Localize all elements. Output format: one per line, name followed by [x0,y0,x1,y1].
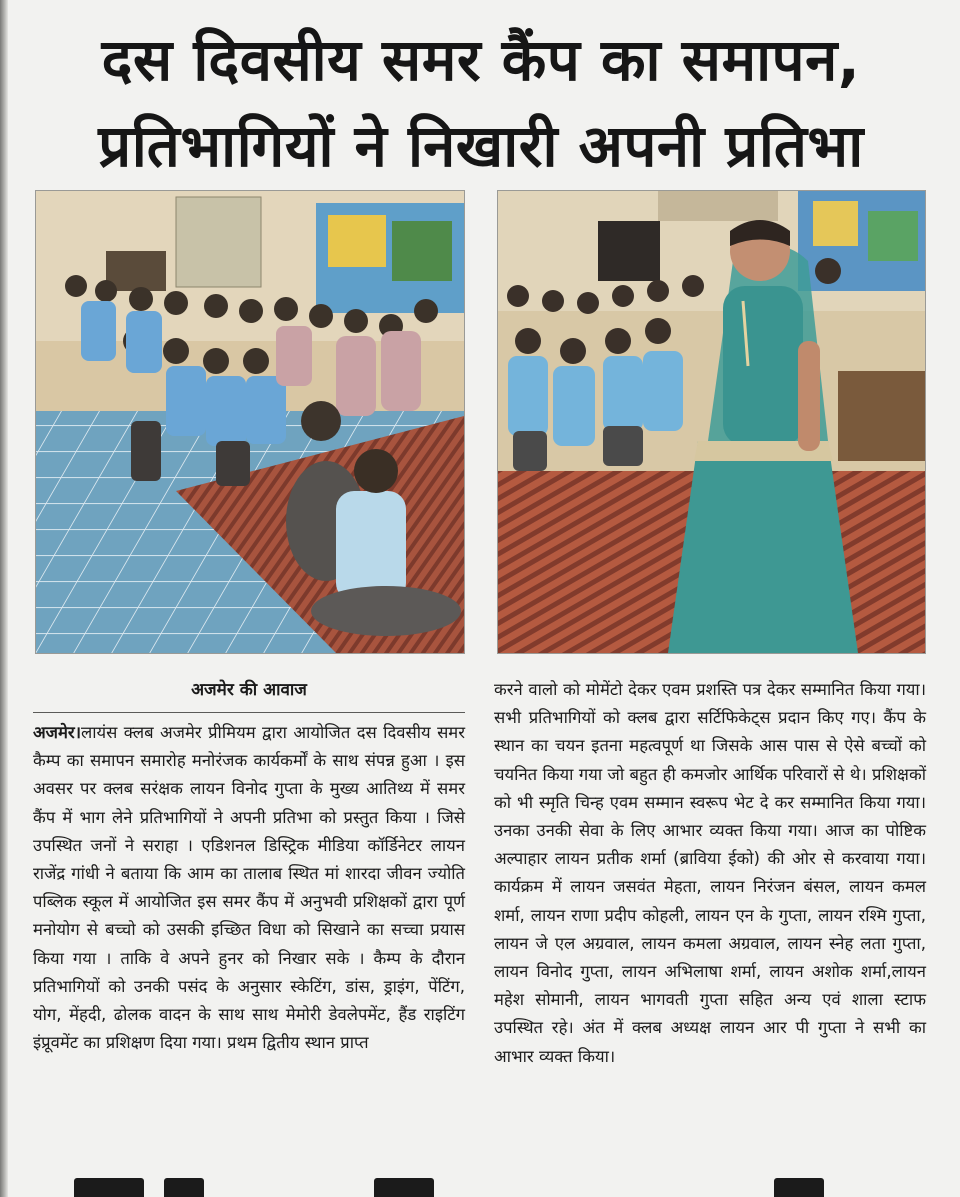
next-headline-fragment [34,1178,924,1197]
byline: अजमेर की आवाज [33,676,465,713]
column-1-text: लायंस क्लब अजमेर प्रीमियम द्वारा आयोजित दस दिवसीय समर कैम्प का समापन समारोह मनोरंजक कार्यकर्मों के साथ संपन्न हुआ । इस अवसर पर क्लब सरंक्षक लायन विनोद गुप्ता के मुख्य आतिथ्य में समर कैंप में भाग लेने प्रतिभागियों ने अपनी प्रतिभा को प्रस्तुत किया । जिसे उपस्थित जनों ने सराहा । एडिशनल डिस्ट्रिक मीडिया कॉर्डिनेटर लायन राजेंद्र गांधी ने बताया कि आम का तालाब स्थित मां शारदा जीवन ज्योति पब्लिक स्कूल में आयोजित इस समर कैंप में अनुभवी प्रशिक्षकों द्वारा पूर्ण मनोयोग से बच्चो को उसकी इच्छित विधा को सिखाने का सच्चा प्रयास किया गया । ताकि वे अपने हुनर को निखार सके । कैम्प के दौरान प्रतिभागियों को उनकी पसंद के अनुसार स्केटिंग, डांस, ड्राइंग, पेंटिंग, योग, मेंहदी, ढोलक वादन के साथ साथ मेमोरी डेवलेपमेंट, हैंड राइटिंग इंप्रूवमेंट का प्रशिक्षण दिया गया। प्रथम द्वितीय स्थान प्राप्त [33,723,465,1053]
article-column-2 [494,676,926,1071]
article-column-1 [33,676,465,1057]
page-fold-shadow [0,0,8,1197]
dateline: अजमेर। [33,723,81,742]
column-2-text: करने वालो को मोमेंटो देकर एवम प्रशस्ति पत्र देकर सम्मानित किया गया।सभी प्रतिभागियों को क्लब द्वारा सर्टिफिकेट्स प्रदान किए गए। कैंप के स्थान का चयन इतना महत्वपूर्ण था जिसके आस पास से ऐसे बच्चों को चयनित किया गया जो बहुत ही कमजोर आर्थिक परिवारों से थे। प्रशिक्षकों को भी स्मृति चिन्ह एवम सम्मान स्वरूप भेट दे कर सम्मानित किया गया। उनका उनकी सेवा के लिए आभार व्यक्त किया गया। आज का पोष्टिक अल्पाहार लायन प्रतीक शर्मा (ब्राविया ईको) की ओर से करवाया गया। कार्यक्रम में लायन जसवंत मेहता, लायन निरंजन बंसल, लायन कमल शर्मा, लायन राणा प्रदीप कोहली, लायन एन के गुप्ता, लायन रश्मि गुप्ता, लायन जे एल अग्रवाल, लायन कमला अग्रवाल, लायन स्नेह लता गुप्ता, लायन विनोद गुप्ता, लायन अभिलाषा शर्मा, लायन अशोक शर्मा,लायन महेश सोमानी, लायन भागवती गुप्ता सहित अन्य एवं शाला स्टाफ उपस्थित रहे। अंत में क्लब अध्यक्ष लायन आर पी गुप्ता ने सभी का आभार व्यक्त किया। [494,680,926,1066]
photo-audience-children [35,190,465,654]
photo-dance-performance [497,190,926,654]
headline-line-1: दस दिवसीय समर कैंप का समापन, [101,26,861,94]
article-body-part-1 [33,719,465,1057]
headline-line-2: प्रतिभागियों ने निखारी अपनी प्रतिभा [98,112,864,180]
